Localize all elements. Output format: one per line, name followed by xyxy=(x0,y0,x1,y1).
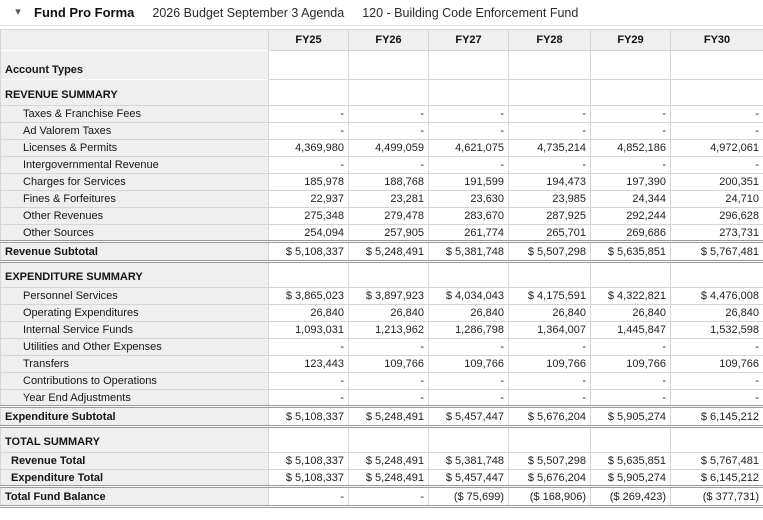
cell-fy29: 109,766 xyxy=(591,356,671,373)
table-row xyxy=(1,157,763,174)
row-label: Intergovernmental Revenue xyxy=(1,157,269,174)
cell-fy30 xyxy=(671,80,763,106)
cell-fy25: - xyxy=(269,106,349,123)
cell-fy26: 279,478 xyxy=(349,208,429,225)
cell-fy28: 23,985 xyxy=(509,191,591,208)
cell-fy30: - xyxy=(671,339,763,356)
cell-fy27 xyxy=(429,427,509,453)
table-row xyxy=(1,339,763,356)
row-label: Expenditure Total xyxy=(1,470,269,487)
cell-fy27: 261,774 xyxy=(429,225,509,242)
cell-fy25 xyxy=(269,80,349,106)
cell-fy28: - xyxy=(509,157,591,174)
cell-fy30: 109,766 xyxy=(671,356,763,373)
cell-fy26: 4,499,059 xyxy=(349,140,429,157)
table-row xyxy=(1,288,763,305)
cell-fy30: 4,972,061 xyxy=(671,140,763,157)
cell-fy30: 1,532,598 xyxy=(671,322,763,339)
cell-fy30 xyxy=(671,427,763,453)
collapse-chevron-icon[interactable]: ▾ xyxy=(15,6,21,18)
cell-fy28: $ 5,676,204 xyxy=(509,470,591,487)
cell-fy28: 4,735,214 xyxy=(509,140,591,157)
cell-fy29: $ 5,905,274 xyxy=(591,470,671,487)
cell-fy25 xyxy=(269,427,349,453)
cell-fy28 xyxy=(509,427,591,453)
cell-fy28: 109,766 xyxy=(509,356,591,373)
row-label: REVENUE SUMMARY xyxy=(1,80,269,106)
cell-fy29: 26,840 xyxy=(591,305,671,322)
row-label: Year End Adjustments xyxy=(1,390,269,407)
table-row xyxy=(1,208,763,225)
row-label: Transfers xyxy=(1,356,269,373)
cell-fy29: $ 5,635,851 xyxy=(591,453,671,470)
cell-fy26: - xyxy=(349,390,429,407)
cell-fy25: $ 3,865,023 xyxy=(269,288,349,305)
row-label: Account Types xyxy=(1,51,269,80)
row-label: Personnel Services xyxy=(1,288,269,305)
table-row xyxy=(1,487,763,507)
cell-fy26: 109,766 xyxy=(349,356,429,373)
table-row xyxy=(1,140,763,157)
cell-fy28: $ 4,175,591 xyxy=(509,288,591,305)
table-row xyxy=(1,174,763,191)
cell-fy29 xyxy=(591,80,671,106)
cell-fy27: - xyxy=(429,157,509,174)
cell-fy27: $ 5,457,447 xyxy=(429,407,509,427)
cell-fy28: ($ 168,906) xyxy=(509,487,591,507)
cell-fy27: - xyxy=(429,106,509,123)
cell-fy29 xyxy=(591,427,671,453)
row-label: EXPENDITURE SUMMARY xyxy=(1,262,269,288)
row-label: Charges for Services xyxy=(1,174,269,191)
table-row xyxy=(1,305,763,322)
table-row xyxy=(1,390,763,407)
cell-fy25: $ 5,108,337 xyxy=(269,470,349,487)
cell-fy30: - xyxy=(671,390,763,407)
cell-fy25: $ 5,108,337 xyxy=(269,453,349,470)
row-label: Licenses & Permits xyxy=(1,140,269,157)
cell-fy28 xyxy=(509,262,591,288)
cell-fy29: - xyxy=(591,106,671,123)
cell-fy30: $ 5,767,481 xyxy=(671,453,763,470)
table-row xyxy=(1,191,763,208)
cell-fy29: - xyxy=(591,157,671,174)
budget-name: 2026 Budget September 3 Agenda xyxy=(152,5,345,20)
cell-fy28: - xyxy=(509,390,591,407)
page-title: Fund Pro Forma xyxy=(34,5,135,20)
column-header-fy0: FY25 xyxy=(269,30,349,51)
row-label: Internal Service Funds xyxy=(1,322,269,339)
cell-fy26: $ 5,248,491 xyxy=(349,407,429,427)
cell-fy29 xyxy=(591,262,671,288)
cell-fy28: - xyxy=(509,123,591,140)
cell-fy26: $ 5,248,491 xyxy=(349,453,429,470)
cell-fy30: 273,731 xyxy=(671,225,763,242)
fund-pro-forma-table xyxy=(0,29,763,508)
cell-fy27: $ 5,381,748 xyxy=(429,242,509,262)
row-label: Utilities and Other Expenses xyxy=(1,339,269,356)
table-row xyxy=(1,373,763,390)
row-label: Total Fund Balance xyxy=(1,487,269,507)
cell-fy27: 4,621,075 xyxy=(429,140,509,157)
cell-fy25: - xyxy=(269,339,349,356)
cell-fy29: - xyxy=(591,373,671,390)
cell-fy26: - xyxy=(349,373,429,390)
cell-fy26: - xyxy=(349,123,429,140)
cell-fy25: $ 5,108,337 xyxy=(269,407,349,427)
cell-fy29: $ 5,635,851 xyxy=(591,242,671,262)
cell-fy30: $ 6,145,212 xyxy=(671,470,763,487)
cell-fy25: 254,094 xyxy=(269,225,349,242)
row-label: TOTAL SUMMARY xyxy=(1,427,269,453)
table-row xyxy=(1,225,763,242)
cell-fy30: 24,710 xyxy=(671,191,763,208)
cell-fy28: $ 5,507,298 xyxy=(509,453,591,470)
cell-fy27: $ 4,034,043 xyxy=(429,288,509,305)
cell-fy27: 23,630 xyxy=(429,191,509,208)
table-row xyxy=(1,123,763,140)
column-header-fy3: FY28 xyxy=(509,30,591,51)
cell-fy28: - xyxy=(509,373,591,390)
cell-fy27 xyxy=(429,80,509,106)
cell-fy25: - xyxy=(269,123,349,140)
cell-fy27: ($ 75,699) xyxy=(429,487,509,507)
cell-fy26: $ 5,248,491 xyxy=(349,470,429,487)
cell-fy26: $ 5,248,491 xyxy=(349,242,429,262)
cell-fy30 xyxy=(671,262,763,288)
cell-fy28: $ 5,507,298 xyxy=(509,242,591,262)
column-header-row xyxy=(1,30,763,51)
table-row xyxy=(1,242,763,262)
table-row xyxy=(1,427,763,453)
cell-fy26: - xyxy=(349,106,429,123)
cell-fy29: - xyxy=(591,390,671,407)
cell-fy29: - xyxy=(591,339,671,356)
cell-fy26: - xyxy=(349,339,429,356)
cell-fy29: - xyxy=(591,123,671,140)
cell-fy29: 292,244 xyxy=(591,208,671,225)
cell-fy30 xyxy=(671,51,763,80)
cell-fy30: - xyxy=(671,106,763,123)
cell-fy28 xyxy=(509,51,591,80)
cell-fy26: 23,281 xyxy=(349,191,429,208)
cell-fy27: - xyxy=(429,339,509,356)
cell-fy25: - xyxy=(269,373,349,390)
column-header-fy4: FY29 xyxy=(591,30,671,51)
cell-fy26: 1,213,962 xyxy=(349,322,429,339)
cell-fy30: 296,628 xyxy=(671,208,763,225)
row-label: Expenditure Subtotal xyxy=(1,407,269,427)
cell-fy26 xyxy=(349,427,429,453)
cell-fy28: 265,701 xyxy=(509,225,591,242)
cell-fy30: 200,351 xyxy=(671,174,763,191)
cell-fy25 xyxy=(269,51,349,80)
cell-fy28: 194,473 xyxy=(509,174,591,191)
cell-fy29: ($ 269,423) xyxy=(591,487,671,507)
cell-fy29: 4,852,186 xyxy=(591,140,671,157)
table-row xyxy=(1,80,763,106)
row-label: Revenue Subtotal xyxy=(1,242,269,262)
cell-fy28: - xyxy=(509,339,591,356)
cell-fy25: - xyxy=(269,390,349,407)
cell-fy28: 1,364,007 xyxy=(509,322,591,339)
cell-fy28: 26,840 xyxy=(509,305,591,322)
cell-fy25: 26,840 xyxy=(269,305,349,322)
row-label: Revenue Total xyxy=(1,453,269,470)
column-header-fy2: FY27 xyxy=(429,30,509,51)
cell-fy26 xyxy=(349,80,429,106)
cell-fy25: 22,937 xyxy=(269,191,349,208)
row-label: Other Sources xyxy=(1,225,269,242)
cell-fy28: $ 5,676,204 xyxy=(509,407,591,427)
cell-fy27: - xyxy=(429,123,509,140)
cell-fy30: ($ 377,731) xyxy=(671,487,763,507)
cell-fy30: $ 6,145,212 xyxy=(671,407,763,427)
cell-fy27: - xyxy=(429,373,509,390)
cell-fy27: 283,670 xyxy=(429,208,509,225)
cell-fy27: 191,599 xyxy=(429,174,509,191)
cell-fy27: $ 5,381,748 xyxy=(429,453,509,470)
cell-fy25: 185,978 xyxy=(269,174,349,191)
row-label: Operating Expenditures xyxy=(1,305,269,322)
cell-fy30: - xyxy=(671,157,763,174)
label-column-header xyxy=(1,30,269,51)
cell-fy29: 1,445,847 xyxy=(591,322,671,339)
table-row xyxy=(1,262,763,288)
row-label: Contributions to Operations xyxy=(1,373,269,390)
cell-fy27: - xyxy=(429,390,509,407)
column-header-fy1: FY26 xyxy=(349,30,429,51)
cell-fy29: 197,390 xyxy=(591,174,671,191)
cell-fy26 xyxy=(349,51,429,80)
cell-fy25: - xyxy=(269,157,349,174)
cell-fy29 xyxy=(591,51,671,80)
cell-fy30: 26,840 xyxy=(671,305,763,322)
cell-fy25: $ 5,108,337 xyxy=(269,242,349,262)
cell-fy25: 275,348 xyxy=(269,208,349,225)
table-row xyxy=(1,51,763,80)
table-row xyxy=(1,356,763,373)
cell-fy26: $ 3,897,923 xyxy=(349,288,429,305)
table-row xyxy=(1,106,763,123)
row-label: Other Revenues xyxy=(1,208,269,225)
cell-fy27: 109,766 xyxy=(429,356,509,373)
fund-name: 120 - Building Code Enforcement Fund xyxy=(362,5,579,20)
table-row xyxy=(1,453,763,470)
table-row xyxy=(1,470,763,487)
cell-fy30: $ 4,476,008 xyxy=(671,288,763,305)
cell-fy30: $ 5,767,481 xyxy=(671,242,763,262)
cell-fy25 xyxy=(269,262,349,288)
column-header-fy5: FY30 xyxy=(671,30,763,51)
cell-fy26: - xyxy=(349,157,429,174)
cell-fy26: 257,905 xyxy=(349,225,429,242)
row-label: Ad Valorem Taxes xyxy=(1,123,269,140)
cell-fy26: 188,768 xyxy=(349,174,429,191)
cell-fy27: $ 5,457,447 xyxy=(429,470,509,487)
cell-fy27: 26,840 xyxy=(429,305,509,322)
cell-fy25: 4,369,980 xyxy=(269,140,349,157)
cell-fy29: $ 4,322,821 xyxy=(591,288,671,305)
table-row xyxy=(1,407,763,427)
cell-fy26 xyxy=(349,262,429,288)
cell-fy30: - xyxy=(671,373,763,390)
cell-fy25: 1,093,031 xyxy=(269,322,349,339)
row-label: Fines & Forfeitures xyxy=(1,191,269,208)
table-row xyxy=(1,322,763,339)
cell-fy28: - xyxy=(509,106,591,123)
cell-fy30: - xyxy=(671,123,763,140)
cell-fy29: 24,344 xyxy=(591,191,671,208)
cell-fy28: 287,925 xyxy=(509,208,591,225)
cell-fy29: 269,686 xyxy=(591,225,671,242)
cell-fy29: $ 5,905,274 xyxy=(591,407,671,427)
titlebar xyxy=(0,0,763,26)
cell-fy27 xyxy=(429,51,509,80)
cell-fy28 xyxy=(509,80,591,106)
cell-fy27 xyxy=(429,262,509,288)
row-label: Taxes & Franchise Fees xyxy=(1,106,269,123)
cell-fy26: 26,840 xyxy=(349,305,429,322)
cell-fy25: - xyxy=(269,487,349,507)
cell-fy27: 1,286,798 xyxy=(429,322,509,339)
cell-fy26: - xyxy=(349,487,429,507)
cell-fy25: 123,443 xyxy=(269,356,349,373)
